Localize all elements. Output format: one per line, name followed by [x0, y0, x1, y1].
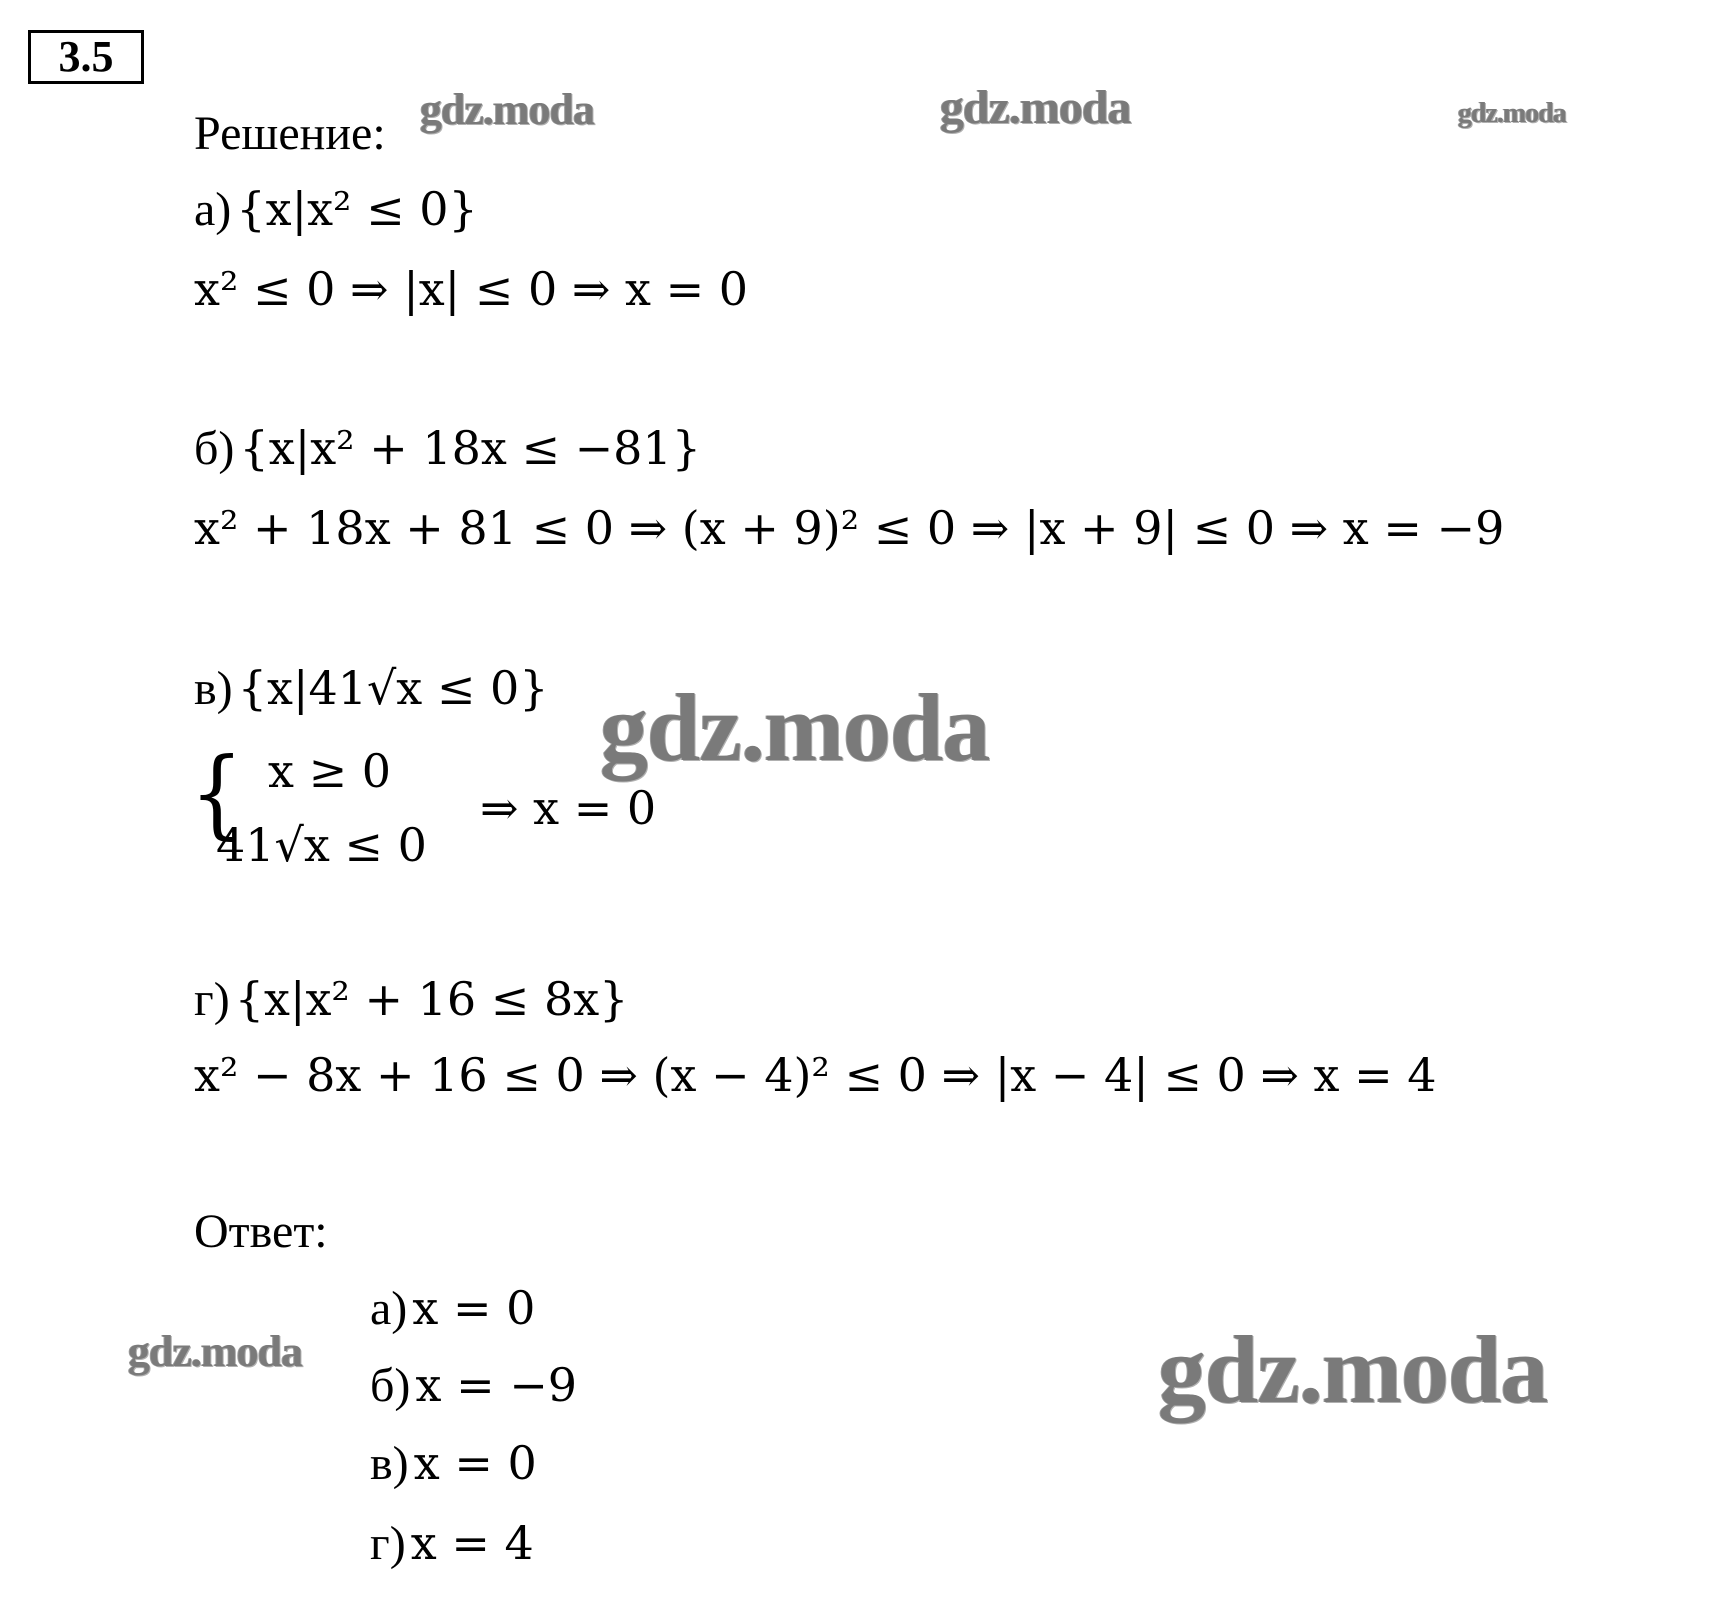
watermark: gdz.moda	[940, 81, 1131, 134]
answer-b-value: x = −9	[415, 1358, 578, 1412]
part-b-label: б)	[194, 422, 235, 475]
watermark: gdz.moda	[128, 1327, 303, 1376]
answer-g-label: г)	[370, 1517, 406, 1570]
answer-g	[370, 1516, 534, 1570]
system-brace: {	[190, 736, 244, 850]
part-g-work: x² − 8x + 16 ≤ 0 ⇒ (x − 4)² ≤ 0 ⇒ |x − 4| ≤ 0 ⇒ x = 4	[194, 1048, 1437, 1102]
answer-a-value: x = 0	[412, 1281, 536, 1335]
answer-b-label: б)	[370, 1359, 411, 1412]
part-v-conclusion: ⇒ x = 0	[480, 781, 657, 835]
watermark: gdz.moda	[420, 85, 595, 134]
part-b-work: x² + 18x + 81 ≤ 0 ⇒ (x + 9)² ≤ 0 ⇒ |x + 9| ≤ 0 ⇒ x = −9	[194, 501, 1505, 555]
answer-g-value: x = 4	[410, 1516, 534, 1570]
answer-v-label: в)	[370, 1437, 409, 1490]
part-b-set: {x|x² + 18x ≤ −81}	[239, 421, 701, 475]
part-v-statement	[194, 661, 549, 715]
answer-a-label: а)	[370, 1282, 408, 1335]
part-a-statement	[194, 182, 478, 236]
part-v-system-line1: x ≥ 0	[268, 744, 391, 798]
part-a-work: x² ≤ 0 ⇒ |x| ≤ 0 ⇒ x = 0	[194, 262, 748, 316]
watermark: gdz.moda	[1158, 1316, 1548, 1423]
watermark: gdz.moda	[600, 674, 990, 781]
part-g-label: г)	[194, 973, 230, 1026]
answer-v-value: x = 0	[413, 1436, 537, 1490]
answer-heading: Ответ:	[194, 1205, 328, 1258]
solution-heading: Решение:	[194, 107, 386, 160]
answer-b	[370, 1358, 578, 1412]
part-v-set: {x|41√x ≤ 0}	[237, 661, 549, 715]
watermark: gdz.moda	[1458, 98, 1566, 129]
part-a-set: {x|x² ≤ 0}	[236, 182, 478, 236]
part-g-set: {x|x² + 16 ≤ 8x}	[234, 972, 629, 1026]
part-v-system-line2: 41√x ≤ 0	[216, 818, 427, 872]
part-b-statement	[194, 421, 701, 475]
part-v-label: в)	[194, 662, 233, 715]
answer-v	[370, 1436, 537, 1490]
answer-a	[370, 1281, 536, 1335]
part-a-label: а)	[194, 183, 232, 236]
problem-number: 3.5	[28, 30, 144, 84]
part-g-statement	[194, 972, 629, 1026]
